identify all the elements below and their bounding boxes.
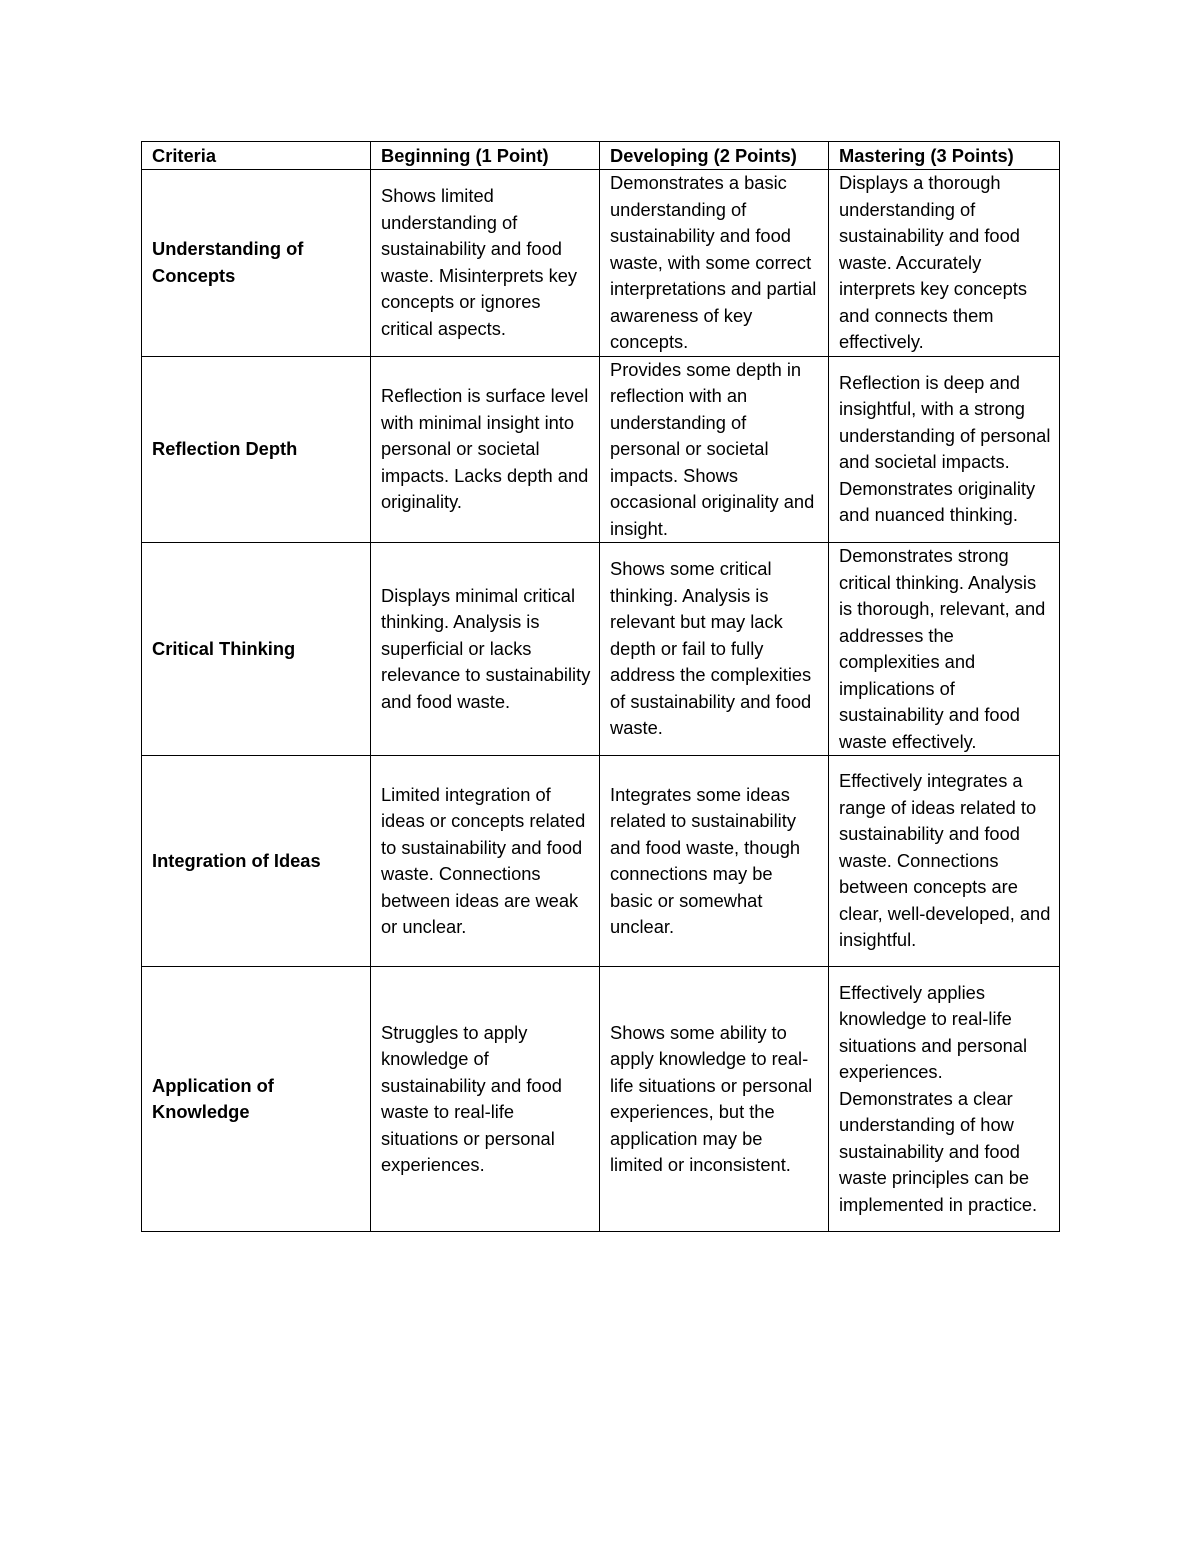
beginning-cell: Reflection is surface level with minimal insight into personal or societal impacts. Lacks depth and originality. [371,356,600,543]
table-row [142,356,1060,543]
developing-cell: Demonstrates a basic understanding of sustainability and food waste, with some correct interpretations and partial awareness of key concepts. [600,170,829,357]
table-row [142,967,1060,1232]
beginning-cell: Struggles to apply knowledge of sustainability and food waste to real-life situations or personal experiences. [371,967,600,1232]
beginning-cell: Displays minimal critical thinking. Analysis is superficial or lacks relevance to sustainability and food waste. [371,543,600,756]
rubric-table [141,141,1060,1232]
mastering-cell: Demonstrates strong critical thinking. Analysis is thorough, relevant, and addresses the complexities and implications of sustainability and food waste effectively. [829,543,1060,756]
criterion-cell: Critical Thinking [142,543,371,756]
table-row [142,543,1060,756]
developing-cell: Shows some ability to apply knowledge to real-life situations or personal experiences, but the application may be limited or inconsistent. [600,967,829,1232]
mastering-cell: Reflection is deep and insightful, with a strong understanding of personal and societal impacts. Demonstrates originality and nuanced thinking. [829,356,1060,543]
criterion-cell: Understanding of Concepts [142,170,371,357]
criterion-cell: Application of Knowledge [142,967,371,1232]
developing-cell: Integrates some ideas related to sustainability and food waste, though connections may be basic or somewhat unclear. [600,756,829,967]
developing-cell: Provides some depth in reflection with an understanding of personal or societal impacts. Shows occasional originality and insight. [600,356,829,543]
mastering-cell: Effectively integrates a range of ideas related to sustainability and food waste. Connections between concepts are clear, well-developed, and insightful. [829,756,1060,967]
header-beginning: Beginning (1 Point) [371,142,600,170]
header-mastering: Mastering (3 Points) [829,142,1060,170]
header-criteria: Criteria [142,142,371,170]
header-developing: Developing (2 Points) [600,142,829,170]
table-row [142,756,1060,967]
header-row [142,142,1060,170]
mastering-cell: Displays a thorough understanding of sustainability and food waste. Accurately interprets key concepts and connects them effectively. [829,170,1060,357]
criterion-cell: Reflection Depth [142,356,371,543]
developing-cell: Shows some critical thinking. Analysis is relevant but may lack depth or fail to fully address the complexities of sustainability and food waste. [600,543,829,756]
beginning-cell: Limited integration of ideas or concepts related to sustainability and food waste. Connections between ideas are weak or unclear. [371,756,600,967]
criterion-cell: Integration of Ideas [142,756,371,967]
mastering-cell: Effectively applies knowledge to real-life situations and personal experiences. Demonstrates a clear understanding of how sustainability and food waste principles can be implemented in practice. [829,967,1060,1232]
beginning-cell: Shows limited understanding of sustainability and food waste. Misinterprets key concepts or ignores critical aspects. [371,170,600,357]
table-row [142,170,1060,357]
